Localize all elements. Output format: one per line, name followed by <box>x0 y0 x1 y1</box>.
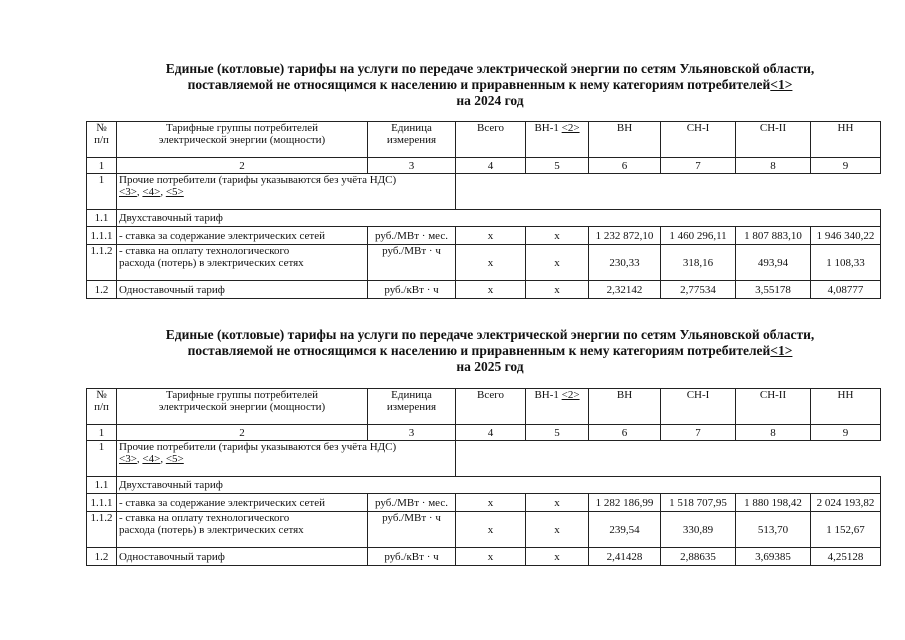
row-two-rate <box>87 210 881 227</box>
title-line-2 <box>60 77 905 93</box>
row-other-consumers <box>87 441 881 477</box>
row-two-rate <box>87 477 881 494</box>
col-number: 8 <box>736 158 811 174</box>
title-line-3: на 2025 год <box>456 359 524 374</box>
separator: , <box>136 453 143 465</box>
col-number: 9 <box>811 158 881 174</box>
header-group-line2: электрической энергии (мощности) <box>158 401 326 413</box>
header-num-line2: п/п <box>94 134 109 146</box>
row-single-rate <box>87 281 881 299</box>
row-num: 1.1.2 <box>87 245 117 281</box>
footnote-link-4[interactable]: <4> <box>142 453 161 465</box>
header-group <box>117 122 368 158</box>
empty-cell <box>456 174 881 210</box>
footnote-link-2[interactable]: <2> <box>561 122 580 134</box>
value-vn1: х <box>526 548 589 566</box>
header-vn1 <box>526 389 589 425</box>
header-unit-line2: измерения <box>386 134 437 146</box>
title-line-1: Единые (котловые) тарифы на услуги по передаче электрической энергии по сетям Ульяновской области, <box>165 327 815 342</box>
value-sn1: 318,16 <box>661 245 736 281</box>
header-unit <box>368 389 456 425</box>
row-label-line2: расхода (потерь) в электрических сетях <box>119 524 304 536</box>
footnote-link-5[interactable]: <5> <box>165 453 184 465</box>
row-num: 1.1 <box>87 210 117 227</box>
footnote-link-1[interactable]: <1> <box>770 343 793 358</box>
separator: , <box>160 453 166 465</box>
row-label-text: Прочие потребители (тарифы указываются без учёта НДС) <box>119 174 397 186</box>
header-sn1: СН-I <box>661 389 736 425</box>
value-vn: 230,33 <box>589 245 661 281</box>
header-num <box>87 389 117 425</box>
col-number: 6 <box>589 425 661 441</box>
row-label <box>117 512 368 548</box>
col-number: 9 <box>811 425 881 441</box>
row-num: 1.1.2 <box>87 512 117 548</box>
value-vn: 1 232 872,10 <box>589 227 661 245</box>
col-number: 2 <box>117 158 368 174</box>
col-number: 4 <box>456 425 526 441</box>
value-sn1: 1 460 296,11 <box>661 227 736 245</box>
value-vn: 239,54 <box>589 512 661 548</box>
col-number: 5 <box>526 425 589 441</box>
col-number: 1 <box>87 158 117 174</box>
column-number-row <box>87 158 881 174</box>
row-num: 1.1.1 <box>87 227 117 245</box>
col-number: 5 <box>526 158 589 174</box>
value-nn: 1 946 340,22 <box>811 227 881 245</box>
footnote-link-3[interactable]: <3> <box>119 453 137 465</box>
header-vn: ВН <box>589 122 661 158</box>
value-vn1: х <box>526 512 589 548</box>
value-total: х <box>456 245 526 281</box>
value-sn2: 3,69385 <box>736 548 811 566</box>
title-2024 <box>60 61 905 109</box>
row-num: 1.1.1 <box>87 494 117 512</box>
col-number: 2 <box>117 425 368 441</box>
header-group-line1: Тарифные группы потребителей <box>165 122 319 134</box>
row-unit: руб./МВт · ч <box>368 245 456 281</box>
title-line-2-text: поставляемой не относящимся к населению и приравненным к нему категориям потребителей <box>187 77 771 92</box>
header-vn1-text: ВН-1 <box>534 389 562 401</box>
value-nn: 4,08777 <box>811 281 881 299</box>
col-number: 3 <box>368 158 456 174</box>
header-num-line1: № <box>96 389 107 401</box>
header-sn2: СН-II <box>736 389 811 425</box>
col-number: 8 <box>736 425 811 441</box>
value-total: х <box>456 548 526 566</box>
header-sn1: СН-I <box>661 122 736 158</box>
row-num: 1 <box>87 174 117 210</box>
title-line-2-text: поставляемой не относящимся к населению и приравненным к нему категориям потребителей <box>187 343 771 358</box>
row-label: - ставка за содержание электрических сетей <box>117 494 368 512</box>
value-sn1: 330,89 <box>661 512 736 548</box>
title-2025 <box>60 327 905 375</box>
value-nn: 2 024 193,82 <box>811 494 881 512</box>
header-vn: ВН <box>589 389 661 425</box>
header-row <box>87 122 881 158</box>
row-unit: руб./кВт · ч <box>368 548 456 566</box>
value-total: х <box>456 227 526 245</box>
row-maintenance-rate <box>87 227 881 245</box>
value-total: х <box>456 281 526 299</box>
value-sn2: 1 807 883,10 <box>736 227 811 245</box>
value-sn2: 3,55178 <box>736 281 811 299</box>
col-number: 4 <box>456 158 526 174</box>
value-sn2: 1 880 198,42 <box>736 494 811 512</box>
value-sn1: 2,77534 <box>661 281 736 299</box>
separator: , <box>160 186 166 198</box>
row-num: 1.2 <box>87 281 117 299</box>
tariff-table-2024 <box>86 121 881 299</box>
header-unit-line1: Единица <box>391 389 432 401</box>
header-total: Всего <box>456 122 526 158</box>
row-label: Двухставочный тариф <box>117 210 881 227</box>
value-vn1: х <box>526 281 589 299</box>
footnote-link-3[interactable]: <3> <box>119 186 137 198</box>
row-label: Одноставочный тариф <box>117 281 368 299</box>
row-single-rate <box>87 548 881 566</box>
row-other-consumers <box>87 174 881 210</box>
header-group-line1: Тарифные группы потребителей <box>165 389 319 401</box>
row-label: - ставка за содержание электрических сетей <box>117 227 368 245</box>
row-label: Двухставочный тариф <box>117 477 881 494</box>
header-num-line1: № <box>96 122 107 134</box>
tariff-table-2025 <box>86 388 881 566</box>
row-label <box>117 174 456 210</box>
row-num: 1 <box>87 441 117 477</box>
row-label: Одноставочный тариф <box>117 548 368 566</box>
header-nn: НН <box>811 389 881 425</box>
row-unit: руб./МВт · мес. <box>368 227 456 245</box>
value-vn1: х <box>526 245 589 281</box>
col-number: 1 <box>87 425 117 441</box>
col-number: 3 <box>368 425 456 441</box>
value-vn1: х <box>526 227 589 245</box>
value-sn1: 2,88635 <box>661 548 736 566</box>
col-number: 7 <box>661 425 736 441</box>
row-num: 1.2 <box>87 548 117 566</box>
header-num-line2: п/п <box>94 401 109 413</box>
col-number: 7 <box>661 158 736 174</box>
title-line-2 <box>60 343 905 359</box>
row-label-line1: - ставка на оплату технологического <box>119 512 290 524</box>
header-vn1-text: ВН-1 <box>534 122 562 134</box>
value-nn: 1 152,67 <box>811 512 881 548</box>
footnote-link-1[interactable]: <1> <box>770 77 793 92</box>
column-number-row <box>87 425 881 441</box>
row-label-text: Прочие потребители (тарифы указываются без учёта НДС) <box>119 441 397 453</box>
value-sn2: 513,70 <box>736 512 811 548</box>
empty-cell <box>456 441 881 477</box>
value-total: х <box>456 512 526 548</box>
header-group <box>117 389 368 425</box>
value-vn1: х <box>526 494 589 512</box>
header-total: Всего <box>456 389 526 425</box>
row-label-line1: - ставка на оплату технологического <box>119 245 290 257</box>
value-nn: 1 108,33 <box>811 245 881 281</box>
header-unit-line1: Единица <box>391 122 432 134</box>
row-label <box>117 441 456 477</box>
footnote-link-4[interactable]: <4> <box>142 186 161 198</box>
header-group-line2: электрической энергии (мощности) <box>158 134 326 146</box>
header-vn1 <box>526 122 589 158</box>
row-label <box>117 245 368 281</box>
row-maintenance-rate <box>87 494 881 512</box>
value-vn: 2,41428 <box>589 548 661 566</box>
row-unit: руб./кВт · ч <box>368 281 456 299</box>
value-sn1: 1 518 707,95 <box>661 494 736 512</box>
row-loss-rate <box>87 512 881 548</box>
title-line-3: на 2024 год <box>456 93 524 108</box>
value-total: х <box>456 494 526 512</box>
value-vn: 2,32142 <box>589 281 661 299</box>
row-loss-rate <box>87 245 881 281</box>
separator: , <box>136 186 143 198</box>
col-number: 6 <box>589 158 661 174</box>
header-nn: НН <box>811 122 881 158</box>
header-unit <box>368 122 456 158</box>
header-row <box>87 389 881 425</box>
header-sn2: СН-II <box>736 122 811 158</box>
row-num: 1.1 <box>87 477 117 494</box>
row-unit: руб./МВт · мес. <box>368 494 456 512</box>
header-unit-line2: измерения <box>386 401 437 413</box>
row-unit: руб./МВт · ч <box>368 512 456 548</box>
title-line-1: Единые (котловые) тарифы на услуги по передаче электрической энергии по сетям Ульяновской области, <box>165 61 815 76</box>
footnote-link-5[interactable]: <5> <box>165 186 184 198</box>
value-vn: 1 282 186,99 <box>589 494 661 512</box>
footnote-link-2[interactable]: <2> <box>561 389 580 401</box>
row-label-line2: расхода (потерь) в электрических сетях <box>119 257 304 269</box>
value-nn: 4,25128 <box>811 548 881 566</box>
header-num <box>87 122 117 158</box>
value-sn2: 493,94 <box>736 245 811 281</box>
